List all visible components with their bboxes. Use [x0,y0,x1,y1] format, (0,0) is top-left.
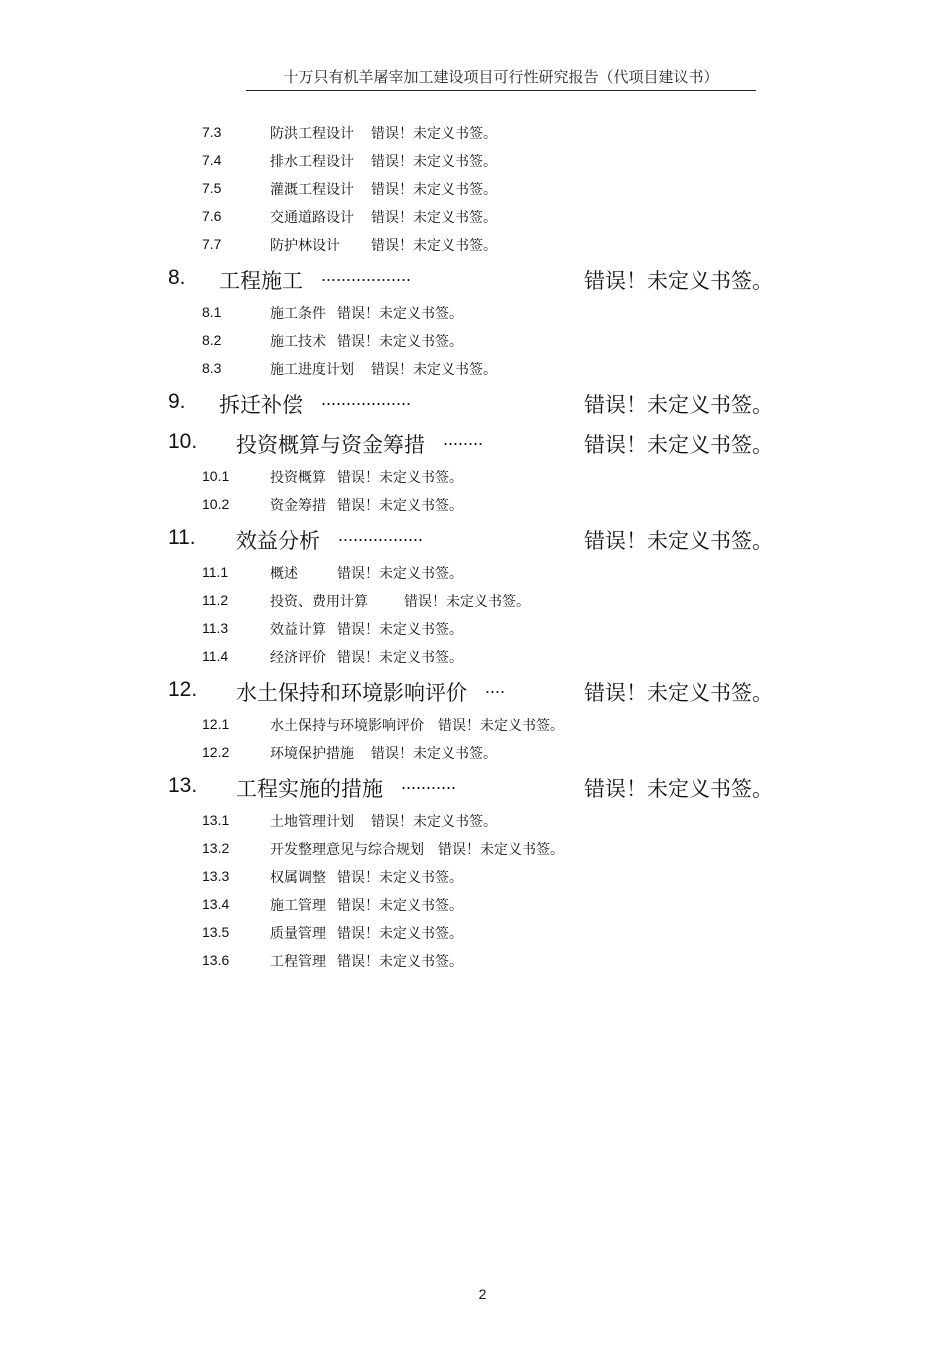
toc-entry-title: 经济评价 [270,650,326,666]
toc-entry-title: 概述 [270,566,298,582]
table-of-contents [0,118,950,974]
toc-entry-title: 工程施工 [219,269,303,293]
toc-section-row[interactable] [0,202,950,230]
toc-entry-number: 8.2 [202,332,222,348]
toc-entry-number: 7.5 [202,180,222,196]
toc-leader-dots: ........... [401,773,457,793]
toc-page-reference: 错误！未定义书签。 [337,926,463,942]
toc-entry-title: 效益计算 [270,622,326,638]
toc-entry-number: 7.4 [202,152,222,168]
toc-entry-title: 施工技术 [270,334,326,350]
toc-section-row[interactable] [0,146,950,174]
toc-chapter-row[interactable] [0,382,950,422]
toc-page-reference: 错误！未定义书签。 [337,898,463,914]
toc-chapter-row[interactable] [0,670,950,710]
toc-chapter-row[interactable] [0,766,950,806]
toc-entry-title: 环境保护措施 [270,746,354,762]
toc-page-reference: 错误！未定义书签。 [438,718,564,734]
toc-section-row[interactable] [0,918,950,946]
toc-page-reference: 错误！未定义书签。 [337,306,463,322]
toc-section-row[interactable] [0,326,950,354]
toc-entry-number: 10.1 [202,468,230,484]
toc-chapter-row[interactable] [0,422,950,462]
toc-page-reference: 错误！未定义书签。 [584,681,773,705]
toc-entry-number: 10.2 [202,496,230,512]
toc-page-reference: 错误！未定义书签。 [337,334,463,350]
toc-entry-title: 交通道路设计 [270,210,354,226]
toc-entry-number: 7.6 [202,208,222,224]
toc-section-row[interactable] [0,946,950,974]
toc-entry-number: 8.3 [202,360,222,376]
toc-leader-dots: .................. [321,389,412,409]
toc-entry-title: 防洪工程设计 [270,126,354,142]
toc-section-row[interactable] [0,354,950,382]
toc-section-row[interactable] [0,298,950,326]
toc-section-row[interactable] [0,710,950,738]
toc-page-reference: 错误！未定义书签。 [584,433,773,457]
toc-entry-number: 13.3 [202,868,230,884]
toc-page-reference: 错误！未定义书签。 [371,362,497,378]
toc-page-reference: 错误！未定义书签。 [371,154,497,170]
toc-page-reference: 错误！未定义书签。 [371,238,497,254]
toc-page-reference: 错误！未定义书签。 [404,594,530,610]
toc-entry-title: 质量管理 [270,926,326,942]
toc-entry-number: 13.2 [202,840,230,856]
toc-section-row[interactable] [0,614,950,642]
toc-entry-title: 施工条件 [270,306,326,322]
toc-chapter-row[interactable] [0,518,950,558]
toc-section-row[interactable] [0,558,950,586]
toc-entry-title: 排水工程设计 [270,154,354,170]
toc-entry-number: 11.3 [202,620,229,636]
toc-page-reference: 错误！未定义书签。 [337,566,463,582]
toc-entry-title: 投资、费用计算 [270,594,368,610]
running-header: 十万只有机羊屠宰加工建设项目可行性研究报告（代项目建议书） [246,66,756,91]
toc-entry-number: 11. [168,526,196,549]
toc-section-row[interactable] [0,834,950,862]
toc-entry-title: 效益分析 [236,529,320,553]
toc-page-reference: 错误！未定义书签。 [371,182,497,198]
toc-page-reference: 错误！未定义书签。 [337,498,463,514]
toc-entry-number: 7.7 [202,236,222,252]
toc-entry-number: 12. [168,678,198,701]
toc-leader-dots: .................. [321,265,412,285]
toc-page-reference: 错误！未定义书签。 [584,269,773,293]
toc-leader-dots: ........ [443,429,484,449]
toc-leader-dots: .... [485,677,506,697]
toc-entry-number: 10. [168,430,198,453]
toc-page-reference: 错误！未定义书签。 [584,393,773,417]
toc-page-reference: 错误！未定义书签。 [371,814,497,830]
toc-page-reference: 错误！未定义书签。 [337,870,463,886]
toc-page-reference: 错误！未定义书签。 [371,746,497,762]
toc-chapter-row[interactable] [0,258,950,298]
toc-page-reference: 错误！未定义书签。 [337,470,463,486]
toc-entry-number: 13. [168,774,198,797]
toc-page-reference: 错误！未定义书签。 [337,954,463,970]
toc-entry-number: 11.4 [202,648,229,664]
toc-entry-number: 13.4 [202,896,230,912]
toc-page-reference: 错误！未定义书签。 [337,650,463,666]
toc-entry-title: 水土保持和环境影响评价 [236,681,467,705]
toc-page-reference: 错误！未定义书签。 [371,126,497,142]
toc-section-row[interactable] [0,642,950,670]
toc-section-row[interactable] [0,174,950,202]
toc-page-reference: 错误！未定义书签。 [438,842,564,858]
toc-entry-number: 11.1 [202,564,229,580]
toc-entry-title: 权属调整 [270,870,326,886]
toc-entry-number: 7.3 [202,124,222,140]
toc-section-row[interactable] [0,738,950,766]
toc-page-reference: 错误！未定义书签。 [337,622,463,638]
toc-entry-title: 工程实施的措施 [236,777,383,801]
toc-section-row[interactable] [0,490,950,518]
toc-entry-title: 工程管理 [270,954,326,970]
toc-section-row[interactable] [0,890,950,918]
toc-entry-number: 9. [168,390,186,413]
toc-entry-title: 土地管理计划 [270,814,354,830]
toc-entry-number: 12.2 [202,744,230,760]
toc-entry-number: 13.5 [202,924,230,940]
toc-entry-title: 施工管理 [270,898,326,914]
toc-section-row[interactable] [0,862,950,890]
toc-entry-title: 资金筹措 [270,498,326,514]
toc-page-reference: 错误！未定义书签。 [584,777,773,801]
toc-leader-dots: ................. [338,525,424,545]
toc-entry-title: 拆迁补偿 [219,393,303,417]
toc-section-row[interactable] [0,118,950,146]
toc-section-row[interactable] [0,462,950,490]
toc-entry-title: 开发整理意见与综合规划 [270,842,424,858]
toc-entry-number: 11.2 [202,592,229,608]
toc-page-reference: 错误！未定义书签。 [584,529,773,553]
toc-entry-title: 施工进度计划 [270,362,354,378]
page-number: 2 [478,1286,487,1302]
toc-page-reference: 错误！未定义书签。 [371,210,497,226]
toc-section-row[interactable] [0,230,950,258]
toc-entry-title: 投资概算 [270,470,326,486]
toc-entry-title: 防护林设计 [270,238,340,254]
toc-entry-number: 13.1 [202,812,230,828]
toc-entry-title: 投资概算与资金筹措 [236,433,425,457]
toc-entry-number: 13.6 [202,952,230,968]
toc-entry-title: 水土保持与环境影响评价 [270,718,424,734]
toc-entry-title: 灌溉工程设计 [270,182,354,198]
toc-section-row[interactable] [0,806,950,834]
toc-section-row[interactable] [0,586,950,614]
toc-entry-number: 8. [168,266,186,289]
toc-entry-number: 8.1 [202,304,222,320]
toc-entry-number: 12.1 [202,716,230,732]
